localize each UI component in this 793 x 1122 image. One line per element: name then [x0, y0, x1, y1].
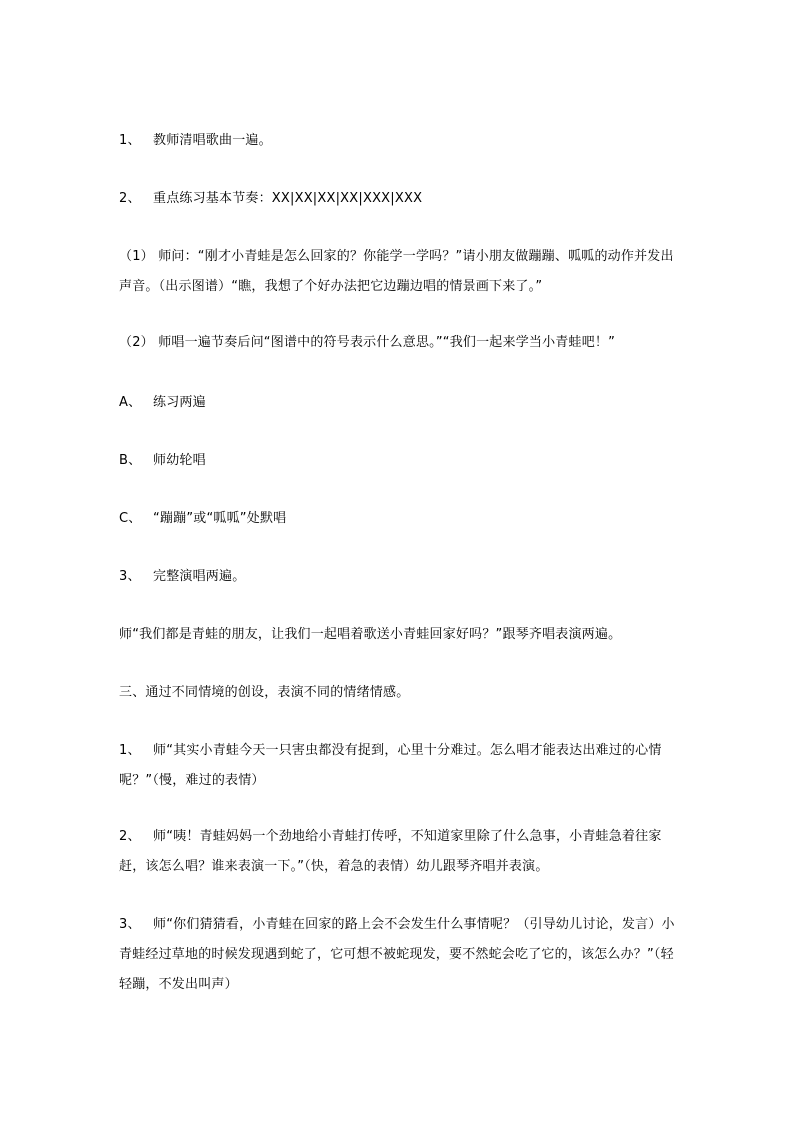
paragraph-step-1: [119, 126, 679, 156]
paragraph-text: 师幼轮唱: [153, 453, 206, 468]
paragraph-text: 师“咦！青蛙妈妈一个劲地给小青蛙打传呼，不知道家里除了什么急事，小青蛙急着往家赶，该怎么唱？谁来表演一下。”（快，着急的表情）幼儿跟琴齐唱并表演。: [119, 829, 662, 874]
paragraph-text: 师“你们猜猜看，小青蛙在回家的路上会不会发生什么事情呢？（引导幼儿讨论，发言）小青蛙经过草地的时候发现遇到蛇了，它可想不被蛇现发，要不然蛇会吃了它的，该怎么办？”（轻轻蹦，不发出叫声）: [119, 917, 675, 992]
item-number: 2、: [119, 829, 141, 844]
item-number: B、: [119, 453, 142, 468]
paragraph-sub-2: [119, 328, 679, 358]
paragraph-step-a: [119, 388, 679, 418]
paragraph-text: 三、通过不同情境的创设，表演不同的情绪情感。: [119, 685, 410, 700]
item-number: C、: [119, 511, 142, 526]
paragraph-emotion-2: [119, 822, 679, 882]
paragraph-text: 完整演唱两遍。: [153, 569, 246, 584]
paragraph-sub-1: [119, 242, 679, 302]
paragraph-text: 重点练习基本节奏：XX|XX|XX|XX|XXX|XXX: [153, 191, 423, 206]
paragraph-emotion-3: [119, 910, 679, 1000]
paragraph-text: 师“我们都是青蛙的朋友，让我们一起唱着歌送小青蛙回家好吗？”跟琴齐唱表演两遍。: [119, 627, 622, 642]
paragraph-step-2: [119, 184, 679, 214]
item-number: 3、: [119, 917, 141, 932]
paragraph-text: 练习两遍: [153, 395, 206, 410]
item-number: 1、: [119, 133, 141, 148]
item-number: 1、: [119, 743, 141, 758]
paragraph-step-c: [119, 504, 679, 534]
item-number: A、: [119, 395, 142, 410]
paragraph-teacher-speech: [119, 620, 679, 650]
paragraph-emotion-1: [119, 736, 679, 796]
paragraph-step-b: [119, 446, 679, 476]
paragraph-text: （1） 师问：“刚才小青蛙是怎么回家的？你能学一学吗？”请小朋友做蹦蹦、呱呱的动作并发出声音。（出示图谱）“瞧，我想了个好办法把它边蹦边唱的情景画下来了。”: [119, 249, 674, 294]
item-number: 2、: [119, 191, 141, 206]
paragraph-text: 师“其实小青蛙今天一只害虫都没有捉到，心里十分难过。怎么唱才能表达出难过的心情呢？”（慢，难过的表情）: [119, 743, 662, 788]
paragraph-step-3: [119, 562, 679, 592]
paragraph-text: 教师清唱歌曲一遍。: [153, 133, 272, 148]
section-heading-3: [119, 678, 679, 708]
paragraph-text: “蹦蹦”或“呱呱”处默唱: [153, 511, 287, 526]
paragraph-text: （2） 师唱一遍节奏后问“图谱中的符号表示什么意思。”“我们一起来学当小青蛙吧！”: [119, 335, 616, 350]
item-number: 3、: [119, 569, 141, 584]
